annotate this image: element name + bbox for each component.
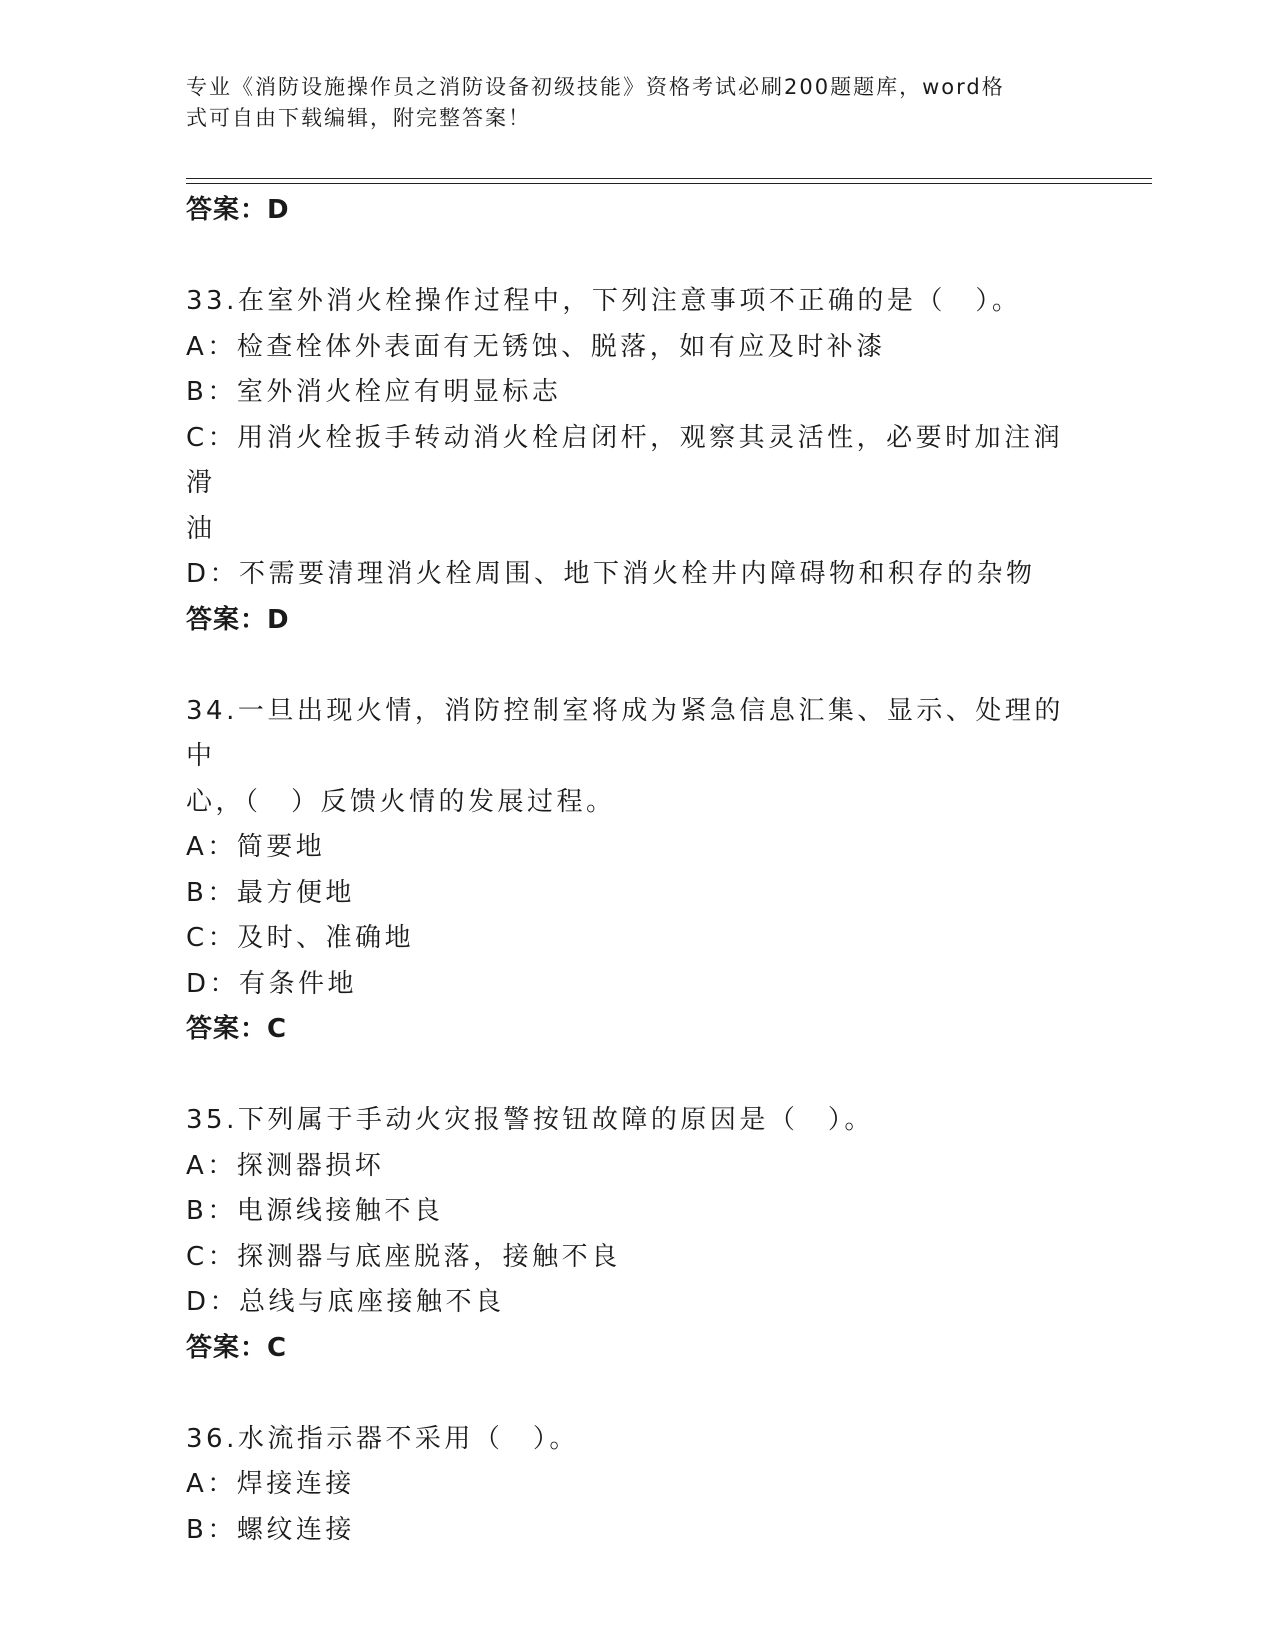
- question-stem: 35.下列属于手动火灾报警按钮故障的原因是（ ）。: [186, 1105, 874, 1135]
- question-stem: 心，（ ）反馈火情的发展过程。: [186, 786, 616, 817]
- questions-container: [186, 234, 1086, 1554]
- header-line-2: 式可自由下载编辑，附完整答案！: [186, 106, 531, 130]
- question-block: [186, 279, 1086, 643]
- header-line-1: 专业《消防设施操作员之消防设备初级技能》资格考试必刷200题题库，word格: [186, 75, 1005, 99]
- answer-line: 答案：C: [186, 1332, 288, 1363]
- question-spacer: [186, 1053, 1086, 1099]
- option-line: B：室外消火栓应有明显标志: [186, 377, 562, 407]
- option-line: D：有条件地: [186, 968, 358, 999]
- answer-line: 答案：C: [186, 1014, 288, 1044]
- option-line: A：简要地: [186, 832, 326, 862]
- option-line: C：及时、准确地: [186, 923, 415, 953]
- question-block: [186, 1417, 1086, 1554]
- question-list: [186, 188, 1086, 1553]
- option-line: A：检查栓体外表面有无锈蚀、脱落，如有应及时补漆: [186, 331, 886, 362]
- option-line: C：用消火栓扳手转动消火栓启闭杆，观察其灵活性，必要时加注润滑: [186, 422, 1064, 498]
- header-divider-top: [186, 178, 1152, 179]
- document-header: [186, 72, 1066, 134]
- option-line: B：电源线接触不良: [186, 1196, 444, 1226]
- question-stem: 33.在室外消火栓操作过程中，下列注意事项不正确的是（ ）。: [186, 286, 1022, 316]
- option-line: B：最方便地: [186, 877, 355, 908]
- answer-line: 答案：D: [186, 604, 290, 635]
- question-spacer: [186, 1371, 1086, 1417]
- option-line: A：焊接连接: [186, 1469, 355, 1499]
- question-block: [186, 689, 1086, 1053]
- option-line: D：总线与底座接触不良: [186, 1287, 505, 1317]
- option-line: C：探测器与底座脱落，接触不良: [186, 1241, 621, 1272]
- option-line: A：探测器损坏: [186, 1150, 385, 1181]
- header-divider-bottom: [186, 183, 1152, 184]
- option-line: B：螺纹连接: [186, 1514, 355, 1545]
- question-stem: 36.水流指示器不采用（ ）。: [186, 1423, 579, 1454]
- question-spacer: [186, 234, 1086, 280]
- question-stem: 34.一旦出现火情，消防控制室将成为紧急信息汇集、显示、处理的中: [186, 695, 1064, 771]
- option-line: 油: [186, 513, 216, 544]
- question-spacer: [186, 643, 1086, 689]
- answer-line: 答案：D: [186, 195, 290, 225]
- question-block: [186, 1098, 1086, 1371]
- option-line: D：不需要清理消火栓周围、地下消火栓井内障碍物和积存的杂物: [186, 559, 1036, 589]
